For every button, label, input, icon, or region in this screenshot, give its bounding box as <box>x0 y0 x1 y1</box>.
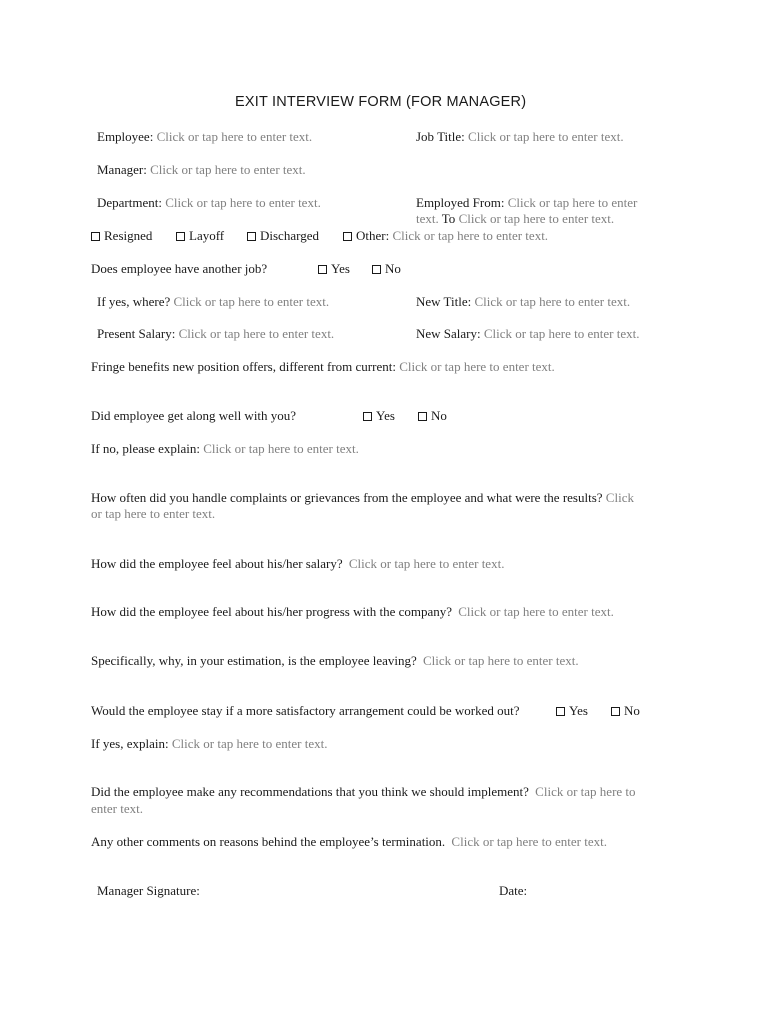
another-job-yes[interactable] <box>318 260 350 277</box>
employed-from-row <box>416 194 637 211</box>
recommend-question: Did the employee make any recommendations that you think we should implement? <box>91 784 529 799</box>
salary-feel-question: How did the employee feel about his/her salary? <box>91 556 343 571</box>
complaints-field[interactable]: Click <box>605 490 634 505</box>
fringe-field[interactable]: Click or tap here to enter text. <box>399 359 555 374</box>
stay-yes-checkbox[interactable] <box>556 707 565 716</box>
get-along-explain-row <box>91 440 359 457</box>
layoff-checkbox[interactable] <box>176 232 185 241</box>
recommend-row <box>91 783 636 800</box>
stay-yes-label: Yes <box>569 703 588 718</box>
another-job-no-label: No <box>385 261 401 276</box>
present-salary-row <box>97 325 334 342</box>
new-title-label: New Title: <box>416 294 472 309</box>
job-title-field[interactable]: Click or tap here to enter text. <box>468 129 624 144</box>
get-along-no-checkbox[interactable] <box>418 412 427 421</box>
recommend-field-cont[interactable]: enter text. <box>91 801 143 816</box>
get-along-yes-checkbox[interactable] <box>363 412 372 421</box>
date-label: Date: <box>499 883 528 898</box>
get-along-explain-label: If no, please explain: <box>91 441 201 456</box>
employee-field[interactable]: Click or tap here to enter text. <box>156 129 313 144</box>
employee-row <box>97 128 312 145</box>
another-job-no-checkbox[interactable] <box>372 265 381 274</box>
new-title-field[interactable]: Click or tap here to enter text. <box>474 294 631 309</box>
other-comments-question: Any other comments on reasons behind the employee’s termination. <box>91 834 446 849</box>
other-checkbox[interactable] <box>343 232 352 241</box>
manager-label: Manager: <box>97 162 147 177</box>
stay-question: Would the employee stay if a more satisfactory arrangement could be worked out? <box>91 703 520 718</box>
job-title-row <box>416 128 624 145</box>
salary-feel-row <box>91 555 504 572</box>
complaints-question: How often did you handle complaints or grievances from the employee and what were the results? <box>91 490 603 505</box>
where-row <box>97 293 329 310</box>
employed-from-field-cont[interactable]: text. <box>416 211 439 226</box>
to-label: To <box>441 211 456 226</box>
another-job-question: Does employee have another job? <box>91 261 268 276</box>
other-comments-field[interactable]: Click or tap here to enter text. <box>451 834 608 849</box>
manager-field[interactable]: Click or tap here to enter text. <box>150 162 306 177</box>
employed-from-field[interactable]: Click or tap here to enter <box>507 195 638 210</box>
get-along-no[interactable] <box>418 407 447 424</box>
get-along-question: Did employee get along well with you? <box>91 408 297 423</box>
employed-from-label: Employed From: <box>416 195 505 210</box>
present-salary-label: Present Salary: <box>97 326 176 341</box>
employee-label: Employee: <box>97 129 154 144</box>
stay-explain-field[interactable]: Click or tap here to enter text. <box>171 736 328 751</box>
stay-explain-label: If yes, explain: <box>91 736 169 751</box>
department-row <box>97 194 321 211</box>
stay-explain-row <box>91 735 327 752</box>
where-label: If yes, where? <box>97 294 171 309</box>
layoff-label: Layoff <box>189 228 225 243</box>
manager-signature-label: Manager Signature: <box>97 883 200 898</box>
manager-row <box>97 161 306 178</box>
stay-yes[interactable] <box>556 702 588 719</box>
stay-no[interactable] <box>611 702 640 719</box>
leaving-question: Specifically, why, in your estimation, is the employee leaving? <box>91 653 417 668</box>
progress-field[interactable]: Click or tap here to enter text. <box>458 604 614 619</box>
get-along-explain-field[interactable]: Click or tap here to enter text. <box>203 441 359 456</box>
stay-no-checkbox[interactable] <box>611 707 620 716</box>
reason-other[interactable] <box>343 227 548 244</box>
get-along-yes-label: Yes <box>376 408 395 423</box>
progress-row <box>91 603 614 620</box>
other-comments-row <box>91 833 607 850</box>
reason-resigned[interactable] <box>91 227 152 244</box>
stay-no-label: No <box>624 703 640 718</box>
new-title-row <box>416 293 630 310</box>
present-salary-field[interactable]: Click or tap here to enter text. <box>178 326 335 341</box>
get-along-no-label: No <box>431 408 447 423</box>
resigned-checkbox[interactable] <box>91 232 100 241</box>
recommend-field[interactable]: Click or tap here to <box>535 784 636 799</box>
new-salary-label: New Salary: <box>416 326 481 341</box>
where-field[interactable]: Click or tap here to enter text. <box>173 294 330 309</box>
salary-feel-field[interactable]: Click or tap here to enter text. <box>348 556 505 571</box>
reason-layoff[interactable] <box>176 227 224 244</box>
employed-to-row <box>416 210 614 227</box>
page-title: EXIT INTERVIEW FORM (FOR MANAGER) <box>235 94 527 110</box>
other-field[interactable]: Click or tap here to enter text. <box>392 228 549 243</box>
discharged-label: Discharged <box>260 228 319 243</box>
department-label: Department: <box>97 195 162 210</box>
new-salary-row <box>416 325 639 342</box>
leaving-row <box>91 652 579 669</box>
leaving-field[interactable]: Click or tap here to enter text. <box>423 653 579 668</box>
fringe-row <box>91 358 555 375</box>
job-title-label: Job Title: <box>416 129 465 144</box>
resigned-label: Resigned <box>104 228 153 243</box>
reason-discharged[interactable] <box>247 227 319 244</box>
employed-to-field[interactable]: Click or tap here to enter text. <box>458 211 615 226</box>
other-label: Other: <box>356 228 390 243</box>
new-salary-field[interactable]: Click or tap here to enter text. <box>483 326 640 341</box>
complaints-field-cont[interactable]: or tap here to enter text. <box>91 506 216 521</box>
another-job-yes-checkbox[interactable] <box>318 265 327 274</box>
another-job-yes-label: Yes <box>331 261 350 276</box>
department-field[interactable]: Click or tap here to enter text. <box>165 195 321 210</box>
another-job-no[interactable] <box>372 260 401 277</box>
get-along-yes[interactable] <box>363 407 395 424</box>
fringe-label: Fringe benefits new position offers, different from current: <box>91 359 396 374</box>
progress-question: How did the employee feel about his/her progress with the company? <box>91 604 453 619</box>
discharged-checkbox[interactable] <box>247 232 256 241</box>
complaints-row <box>91 489 634 506</box>
